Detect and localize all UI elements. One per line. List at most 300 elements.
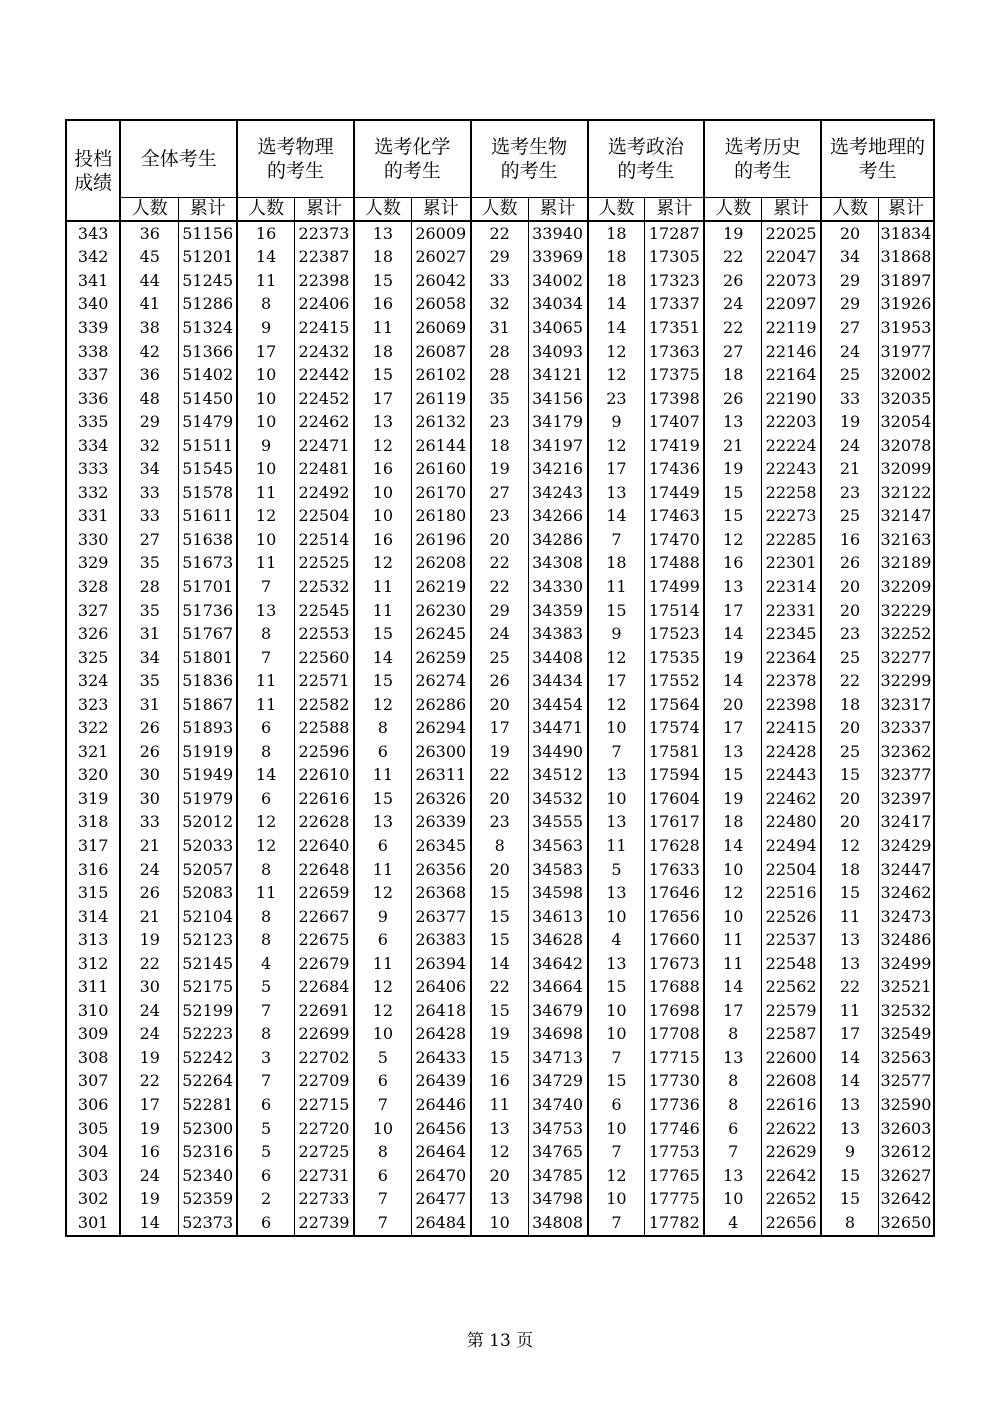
- cumulative-cell: 51701: [179, 575, 237, 599]
- cumulative-cell: 22702: [295, 1046, 354, 1070]
- cumulative-cell: 22725: [295, 1140, 354, 1164]
- cumulative-cell: 26009: [411, 221, 470, 246]
- score-cell: 325: [66, 646, 120, 670]
- count-subheader: 人数: [821, 198, 878, 222]
- count-cell: 14: [354, 646, 411, 670]
- score-cell: 308: [66, 1046, 120, 1070]
- cumulative-cell: 17581: [645, 740, 704, 764]
- count-cell: 7: [237, 999, 294, 1023]
- count-cell: 8: [237, 928, 294, 952]
- cumulative-cell: 17499: [645, 575, 704, 599]
- score-cell: 315: [66, 881, 120, 905]
- count-cell: 10: [588, 1117, 645, 1141]
- cumulative-cell: 22443: [762, 764, 821, 788]
- count-cell: 10: [588, 716, 645, 740]
- table-row: [66, 1211, 934, 1236]
- page-number: 第 13 页: [466, 1331, 534, 1351]
- count-cell: 26: [471, 669, 528, 693]
- cumulative-cell: 22462: [762, 787, 821, 811]
- cumulative-cell: 22675: [295, 928, 354, 952]
- cumulative-cell: 51201: [179, 246, 237, 270]
- cumulative-cell: 51893: [179, 716, 237, 740]
- table-row: [66, 599, 934, 623]
- count-cell: 14: [588, 505, 645, 529]
- cumulative-cell: 17656: [645, 905, 704, 929]
- count-cell: 14: [588, 293, 645, 317]
- cumulative-cell: 17730: [645, 1070, 704, 1094]
- cumulative-cell: 32002: [878, 363, 934, 387]
- count-subheader: 人数: [588, 198, 645, 222]
- count-cell: 19: [704, 787, 761, 811]
- table-row: [66, 340, 934, 364]
- count-cell: 15: [821, 764, 878, 788]
- count-cell: 20: [471, 787, 528, 811]
- count-cell: 15: [354, 787, 411, 811]
- count-cell: 25: [821, 740, 878, 764]
- cumulative-cell: 26484: [411, 1211, 470, 1236]
- score-cell: 320: [66, 764, 120, 788]
- group-header: 全体考生: [120, 120, 237, 198]
- cumulative-cell: 17449: [645, 481, 704, 505]
- cumulative-cell: 34555: [528, 811, 587, 835]
- count-cell: 14: [120, 1211, 178, 1236]
- count-cell: 33: [471, 269, 528, 293]
- count-cell: 7: [354, 1093, 411, 1117]
- cumulative-cell: 26042: [411, 269, 470, 293]
- cumulative-cell: 32035: [878, 387, 934, 411]
- cumulative-cell: 22398: [295, 269, 354, 293]
- cumulative-cell: 26368: [411, 881, 470, 905]
- count-cell: 10: [588, 999, 645, 1023]
- count-cell: 24: [821, 340, 878, 364]
- count-cell: 11: [821, 999, 878, 1023]
- cumulative-cell: 22462: [295, 410, 354, 434]
- cumulative-cell: 51286: [179, 293, 237, 317]
- count-cell: 26: [821, 552, 878, 576]
- cumulative-cell: 31868: [878, 246, 934, 270]
- count-cell: 7: [588, 740, 645, 764]
- score-cell: 318: [66, 811, 120, 835]
- cumulative-cell: 22164: [762, 363, 821, 387]
- count-cell: 13: [588, 811, 645, 835]
- cumulative-cell: 22656: [762, 1211, 821, 1236]
- score-cell: 309: [66, 1023, 120, 1047]
- cumulative-cell: 26170: [411, 481, 470, 505]
- count-cell: 13: [704, 410, 761, 434]
- cumulative-cell: 52316: [179, 1140, 237, 1164]
- cumulative-cell: 17488: [645, 552, 704, 576]
- cumulative-cell: 17660: [645, 928, 704, 952]
- cumulative-cell: 17617: [645, 811, 704, 835]
- cumulative-cell: 32627: [878, 1164, 934, 1188]
- count-cell: 19: [471, 740, 528, 764]
- cumulative-cell: 17470: [645, 528, 704, 552]
- cumulative-cell: 32362: [878, 740, 934, 764]
- cumulative-cell: 32447: [878, 858, 934, 882]
- cumulative-cell: 31953: [878, 316, 934, 340]
- cumulative-cell: 52175: [179, 976, 237, 1000]
- count-cell: 22: [471, 221, 528, 246]
- table-row: [66, 1023, 934, 1047]
- count-cell: 13: [471, 1187, 528, 1211]
- count-cell: 20: [821, 575, 878, 599]
- count-cell: 6: [704, 1117, 761, 1141]
- count-cell: 16: [237, 221, 294, 246]
- score-cell: 337: [66, 363, 120, 387]
- count-cell: 11: [237, 881, 294, 905]
- cumulative-cell: 52083: [179, 881, 237, 905]
- cumulative-cell: 32650: [878, 1211, 934, 1236]
- cumulative-cell: 34598: [528, 881, 587, 905]
- cumulative-cell: 22516: [762, 881, 821, 905]
- cumulative-cell: 22097: [762, 293, 821, 317]
- table-row: [66, 787, 934, 811]
- table-row: [66, 246, 934, 270]
- count-cell: 11: [471, 1093, 528, 1117]
- cumulative-cell: 52223: [179, 1023, 237, 1047]
- cumulative-cell: 32299: [878, 669, 934, 693]
- count-cell: 11: [704, 928, 761, 952]
- cumulative-cell: 22679: [295, 952, 354, 976]
- count-cell: 7: [588, 1140, 645, 1164]
- count-cell: 11: [237, 669, 294, 693]
- cumulative-cell: 22648: [295, 858, 354, 882]
- count-cell: 12: [588, 363, 645, 387]
- count-cell: 19: [704, 457, 761, 481]
- cumulative-cell: 33969: [528, 246, 587, 270]
- cumulative-cell: 34408: [528, 646, 587, 670]
- cumulative-cell: 22442: [295, 363, 354, 387]
- cumulative-cell: 34798: [528, 1187, 587, 1211]
- count-cell: 20: [471, 1164, 528, 1188]
- count-cell: 8: [237, 740, 294, 764]
- count-cell: 13: [588, 481, 645, 505]
- count-cell: 15: [588, 976, 645, 1000]
- cumulative-cell: 51919: [179, 740, 237, 764]
- cumulative-cell: 22720: [295, 1117, 354, 1141]
- cumulative-cell: 17337: [645, 293, 704, 317]
- table-row: [66, 457, 934, 481]
- table-row: [66, 1140, 934, 1164]
- count-cell: 25: [471, 646, 528, 670]
- cumulative-cell: 52033: [179, 834, 237, 858]
- cumulative-cell: 22398: [762, 693, 821, 717]
- cumulative-cell: 26339: [411, 811, 470, 835]
- count-cell: 15: [471, 881, 528, 905]
- count-cell: 12: [588, 1164, 645, 1188]
- count-cell: 20: [471, 858, 528, 882]
- count-cell: 10: [237, 363, 294, 387]
- count-cell: 13: [704, 740, 761, 764]
- count-cell: 8: [237, 905, 294, 929]
- count-cell: 31: [120, 693, 178, 717]
- cumulative-cell: 22471: [295, 434, 354, 458]
- cumulative-cell: 26311: [411, 764, 470, 788]
- count-cell: 11: [237, 552, 294, 576]
- count-cell: 23: [471, 410, 528, 434]
- cumulative-cell: 17523: [645, 622, 704, 646]
- cumulative-cell: 33940: [528, 221, 587, 246]
- count-cell: 5: [588, 858, 645, 882]
- cumulative-cell: 17646: [645, 881, 704, 905]
- count-cell: 9: [237, 316, 294, 340]
- count-cell: 11: [704, 952, 761, 976]
- count-cell: 36: [120, 221, 178, 246]
- count-cell: 17: [704, 716, 761, 740]
- cumulative-cell: 17688: [645, 976, 704, 1000]
- count-cell: 8: [237, 293, 294, 317]
- cumulative-cell: 22616: [295, 787, 354, 811]
- count-cell: 19: [471, 457, 528, 481]
- table-row: [66, 811, 934, 835]
- cumulative-cell: 26418: [411, 999, 470, 1023]
- count-cell: 35: [471, 387, 528, 411]
- count-cell: 20: [821, 599, 878, 623]
- cumulative-cell: 32054: [878, 410, 934, 434]
- count-cell: 13: [354, 221, 411, 246]
- count-cell: 8: [821, 1211, 878, 1236]
- cumulative-subheader: 累计: [645, 198, 704, 222]
- cumulative-cell: 34243: [528, 481, 587, 505]
- table-row: [66, 505, 934, 529]
- count-cell: 25: [821, 646, 878, 670]
- score-cell: 301: [66, 1211, 120, 1236]
- table-row: [66, 269, 934, 293]
- table-row: [66, 905, 934, 929]
- table-row: [66, 1046, 934, 1070]
- cumulative-cell: 34563: [528, 834, 587, 858]
- score-cell: 303: [66, 1164, 120, 1188]
- cumulative-cell: 51450: [179, 387, 237, 411]
- cumulative-cell: 17775: [645, 1187, 704, 1211]
- cumulative-cell: 22285: [762, 528, 821, 552]
- cumulative-cell: 17436: [645, 457, 704, 481]
- cumulative-cell: 34785: [528, 1164, 587, 1188]
- count-cell: 20: [821, 811, 878, 835]
- count-cell: 29: [821, 293, 878, 317]
- count-cell: 6: [237, 1093, 294, 1117]
- count-cell: 15: [354, 669, 411, 693]
- count-cell: 8: [237, 622, 294, 646]
- count-cell: 35: [120, 599, 178, 623]
- cumulative-cell: 26377: [411, 905, 470, 929]
- group-header: 选考化学 的考生: [354, 120, 471, 198]
- count-cell: 20: [471, 693, 528, 717]
- table-row: [66, 1070, 934, 1094]
- count-cell: 13: [821, 928, 878, 952]
- table-row: [66, 552, 934, 576]
- count-subheader: 人数: [471, 198, 528, 222]
- cumulative-cell: 22406: [295, 293, 354, 317]
- cumulative-cell: 34330: [528, 575, 587, 599]
- cumulative-cell: 17746: [645, 1117, 704, 1141]
- count-cell: 29: [120, 410, 178, 434]
- cumulative-cell: 17736: [645, 1093, 704, 1117]
- cumulative-cell: 22588: [295, 716, 354, 740]
- count-cell: 15: [704, 481, 761, 505]
- cumulative-cell: 32521: [878, 976, 934, 1000]
- cumulative-cell: 22667: [295, 905, 354, 929]
- table-row: [66, 481, 934, 505]
- count-cell: 27: [120, 528, 178, 552]
- count-cell: 22: [471, 552, 528, 576]
- count-cell: 7: [588, 1211, 645, 1236]
- cumulative-cell: 22432: [295, 340, 354, 364]
- cumulative-cell: 52340: [179, 1164, 237, 1188]
- count-cell: 13: [588, 764, 645, 788]
- count-cell: 16: [354, 293, 411, 317]
- score-cell: 316: [66, 858, 120, 882]
- group-header: 选考地理的 考生: [821, 120, 934, 198]
- count-cell: 8: [704, 1093, 761, 1117]
- cumulative-cell: 52281: [179, 1093, 237, 1117]
- cumulative-cell: 51767: [179, 622, 237, 646]
- count-cell: 20: [821, 787, 878, 811]
- cumulative-cell: 31926: [878, 293, 934, 317]
- cumulative-cell: 34583: [528, 858, 587, 882]
- cumulative-cell: 22582: [295, 693, 354, 717]
- score-cell: 322: [66, 716, 120, 740]
- score-cell: 312: [66, 952, 120, 976]
- cumulative-cell: 22733: [295, 1187, 354, 1211]
- cumulative-cell: 22616: [762, 1093, 821, 1117]
- cumulative-cell: 22526: [762, 905, 821, 929]
- count-cell: 6: [237, 787, 294, 811]
- cumulative-cell: 34286: [528, 528, 587, 552]
- count-cell: 14: [471, 952, 528, 976]
- cumulative-cell: 34613: [528, 905, 587, 929]
- cumulative-cell: 34808: [528, 1211, 587, 1236]
- count-cell: 12: [354, 552, 411, 576]
- score-cell: 310: [66, 999, 120, 1023]
- cumulative-cell: 34093: [528, 340, 587, 364]
- count-cell: 6: [237, 1211, 294, 1236]
- cumulative-cell: 26132: [411, 410, 470, 434]
- score-cell: 335: [66, 410, 120, 434]
- cumulative-cell: 51156: [179, 221, 237, 246]
- cumulative-cell: 34197: [528, 434, 587, 458]
- cumulative-cell: 26259: [411, 646, 470, 670]
- count-cell: 14: [237, 246, 294, 270]
- cumulative-cell: 52012: [179, 811, 237, 835]
- table-row: [66, 1093, 934, 1117]
- cumulative-cell: 34729: [528, 1070, 587, 1094]
- cumulative-cell: 32189: [878, 552, 934, 576]
- cumulative-cell: 17628: [645, 834, 704, 858]
- cumulative-cell: 32397: [878, 787, 934, 811]
- score-cell: 304: [66, 1140, 120, 1164]
- cumulative-cell: 52373: [179, 1211, 237, 1236]
- count-cell: 13: [354, 410, 411, 434]
- cumulative-cell: 17698: [645, 999, 704, 1023]
- table-row: [66, 316, 934, 340]
- cumulative-cell: 34308: [528, 552, 587, 576]
- cumulative-cell: 51545: [179, 457, 237, 481]
- cumulative-cell: 26406: [411, 976, 470, 1000]
- count-cell: 18: [704, 811, 761, 835]
- count-cell: 25: [821, 363, 878, 387]
- count-cell: 34: [821, 246, 878, 270]
- score-cell: 314: [66, 905, 120, 929]
- cumulative-cell: 34156: [528, 387, 587, 411]
- count-cell: 12: [237, 834, 294, 858]
- count-cell: 35: [120, 669, 178, 693]
- table-body: [66, 221, 934, 1236]
- count-cell: 18: [471, 434, 528, 458]
- count-cell: 19: [120, 1117, 178, 1141]
- cumulative-cell: 26433: [411, 1046, 470, 1070]
- cumulative-cell: 26439: [411, 1070, 470, 1094]
- count-cell: 18: [588, 269, 645, 293]
- cumulative-cell: 17715: [645, 1046, 704, 1070]
- cumulative-cell: 22073: [762, 269, 821, 293]
- cumulative-cell: 22652: [762, 1187, 821, 1211]
- cumulative-cell: 32337: [878, 716, 934, 740]
- cumulative-cell: 26144: [411, 434, 470, 458]
- cumulative-cell: 22190: [762, 387, 821, 411]
- cumulative-cell: 22492: [295, 481, 354, 505]
- cumulative-cell: 51366: [179, 340, 237, 364]
- count-cell: 16: [354, 457, 411, 481]
- count-cell: 24: [471, 622, 528, 646]
- table-row: [66, 410, 934, 434]
- cumulative-cell: 22243: [762, 457, 821, 481]
- cumulative-cell: 32590: [878, 1093, 934, 1117]
- count-cell: 11: [237, 693, 294, 717]
- count-cell: 9: [588, 410, 645, 434]
- cumulative-cell: 26356: [411, 858, 470, 882]
- score-cell: 340: [66, 293, 120, 317]
- count-cell: 22: [471, 575, 528, 599]
- count-cell: 22: [821, 976, 878, 1000]
- count-cell: 15: [471, 905, 528, 929]
- table-row: [66, 1164, 934, 1188]
- cumulative-cell: 22684: [295, 976, 354, 1000]
- cumulative-cell: 22047: [762, 246, 821, 270]
- cumulative-cell: 22640: [295, 834, 354, 858]
- cumulative-cell: 32163: [878, 528, 934, 552]
- cumulative-cell: 26219: [411, 575, 470, 599]
- count-cell: 12: [354, 881, 411, 905]
- cumulative-cell: 51638: [179, 528, 237, 552]
- table-row: [66, 999, 934, 1023]
- count-cell: 14: [704, 976, 761, 1000]
- cumulative-cell: 22628: [295, 811, 354, 835]
- cumulative-cell: 22610: [295, 764, 354, 788]
- count-cell: 26: [120, 716, 178, 740]
- cumulative-cell: 22596: [295, 740, 354, 764]
- cumulative-cell: 17287: [645, 221, 704, 246]
- count-cell: 20: [821, 221, 878, 246]
- count-cell: 13: [821, 1093, 878, 1117]
- count-cell: 11: [354, 764, 411, 788]
- cumulative-cell: 32209: [878, 575, 934, 599]
- count-cell: 7: [588, 528, 645, 552]
- count-cell: 20: [821, 716, 878, 740]
- count-cell: 20: [471, 528, 528, 552]
- count-cell: 12: [588, 646, 645, 670]
- cumulative-cell: 26058: [411, 293, 470, 317]
- cumulative-cell: 17535: [645, 646, 704, 670]
- count-cell: 6: [354, 928, 411, 952]
- cumulative-cell: 22364: [762, 646, 821, 670]
- count-cell: 30: [120, 976, 178, 1000]
- score-cell: 313: [66, 928, 120, 952]
- cumulative-cell: 52300: [179, 1117, 237, 1141]
- cumulative-cell: 51736: [179, 599, 237, 623]
- cumulative-cell: 51324: [179, 316, 237, 340]
- cumulative-cell: 22258: [762, 481, 821, 505]
